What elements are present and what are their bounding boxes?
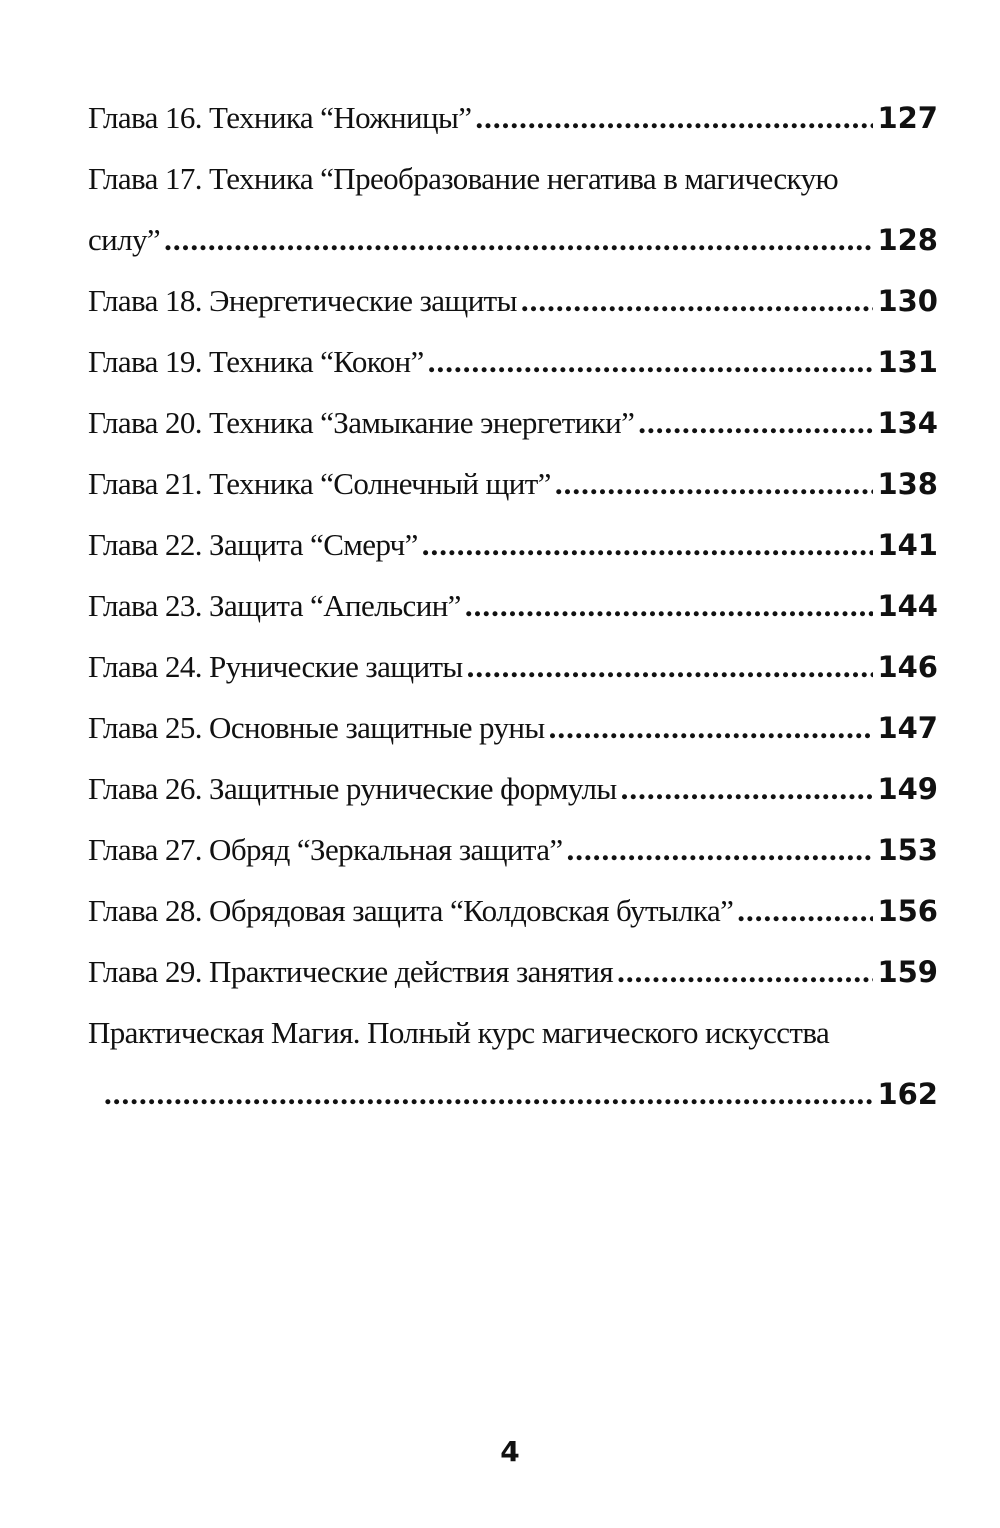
entry-title: Глава 16. Техника “Ножницы” <box>88 100 472 135</box>
dot-leader <box>555 466 874 502</box>
entry-title: Глава 17. Техника “Преобразование негатива в магическую <box>88 161 839 196</box>
dot-leader <box>521 283 874 319</box>
toc-entry <box>88 344 938 405</box>
page-number: 4 <box>500 1435 520 1468</box>
toc-entry <box>88 710 938 771</box>
dot-leader <box>638 405 873 441</box>
toc-entry <box>88 893 938 954</box>
dot-leader <box>467 649 874 685</box>
entry-page: 153 <box>877 833 938 867</box>
dot-leader <box>475 100 873 136</box>
entry-title: Глава 22. Защита “Смерч” <box>88 527 418 562</box>
entry-page: 144 <box>877 589 938 623</box>
entry-title: Практическая Магия. Полный курс магического искусства <box>88 1015 830 1050</box>
toc-entry <box>88 283 938 344</box>
toc-entry <box>88 466 938 527</box>
toc-entry <box>88 649 938 710</box>
table-of-contents <box>88 100 938 1137</box>
entry-title: Глава 26. Защитные рунические формулы <box>88 771 617 806</box>
dot-leader <box>737 893 873 929</box>
entry-page: 162 <box>877 1077 938 1111</box>
dot-leader <box>422 527 874 563</box>
entry-page: 147 <box>877 711 938 745</box>
entry-title: Глава 29. Практические действия занятия <box>88 954 614 989</box>
entry-title: Глава 18. Энергетические защиты <box>88 283 517 318</box>
dot-leader <box>104 1076 873 1112</box>
entry-page: 141 <box>877 528 938 562</box>
entry-title: Глава 21. Техника “Солнечный щит” <box>88 466 551 501</box>
entry-title: Глава 27. Обряд “Зеркальная защита” <box>88 832 563 867</box>
entry-title: Глава 24. Рунические защиты <box>88 649 463 684</box>
toc-entry <box>88 527 938 588</box>
toc-entry-continuation <box>88 1076 938 1137</box>
entry-page: 146 <box>877 650 938 684</box>
entry-page: 128 <box>877 223 938 257</box>
entry-page: 156 <box>877 894 938 928</box>
entry-title: Глава 28. Обрядовая защита “Колдовская бутылка” <box>88 893 734 928</box>
entry-title: Глава 19. Техника “Кокон” <box>88 344 424 379</box>
toc-entry <box>88 832 938 893</box>
entry-page: 138 <box>877 467 938 501</box>
toc-entry <box>88 161 938 222</box>
dot-leader <box>164 222 873 258</box>
entry-page: 130 <box>877 284 938 318</box>
toc-entry <box>88 954 938 1015</box>
dot-leader <box>621 771 874 807</box>
toc-entry-continuation <box>88 222 938 283</box>
toc-entry <box>88 771 938 832</box>
entry-page: 127 <box>877 101 938 135</box>
dot-leader <box>567 832 874 868</box>
entry-page: 159 <box>877 955 938 989</box>
entry-page: 149 <box>877 772 938 806</box>
entry-page: 134 <box>877 406 938 440</box>
dot-leader <box>549 710 874 746</box>
entry-title: Глава 25. Основные защитные руны <box>88 710 545 745</box>
toc-entry <box>88 1015 938 1076</box>
entry-page: 131 <box>877 345 938 379</box>
dot-leader <box>428 344 874 380</box>
toc-entry <box>88 100 938 161</box>
entry-title: Глава 20. Техника “Замыкание энергетики” <box>88 405 635 440</box>
toc-entry <box>88 405 938 466</box>
toc-entry <box>88 588 938 649</box>
dot-leader <box>617 954 873 990</box>
entry-title: Глава 23. Защита “Апельсин” <box>88 588 461 623</box>
dot-leader <box>465 588 874 624</box>
entry-title-continuation: силу” <box>88 222 161 257</box>
